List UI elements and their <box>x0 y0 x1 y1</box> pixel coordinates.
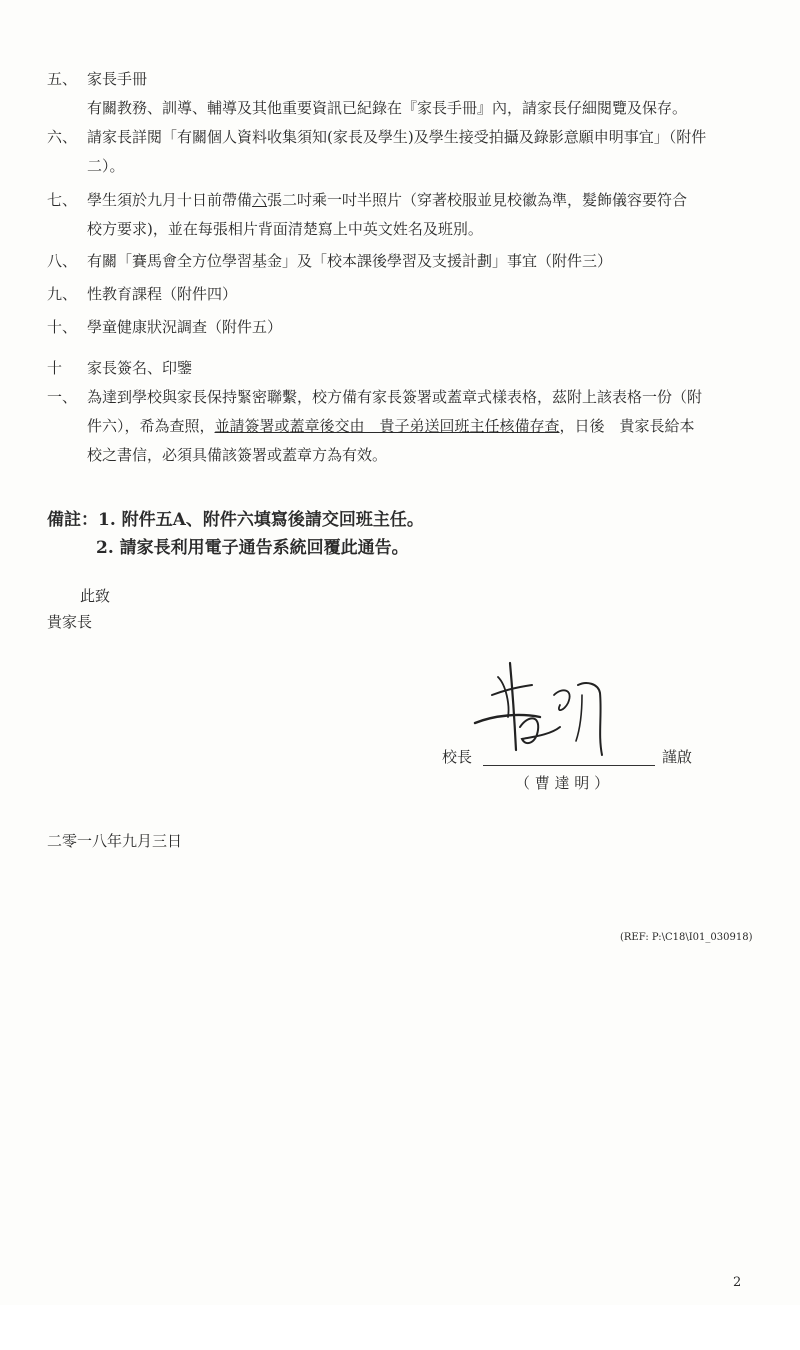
section-body-line: 學生須於九月十日前帶備六張二吋乘一吋半照片（穿著校服並見校徽為準，髮飾儀容要符合 <box>87 191 688 209</box>
principal-name: （ 曹 達 明 ） <box>515 774 610 792</box>
underlined-text: 六 <box>252 191 268 209</box>
section-body: 有關教務、訓導、輔導及其他重要資訊已紀錄在『家長手冊』內，請家長仔細閱覽及保存。 <box>87 99 688 117</box>
reference-code: (REF: P:\C18\I01_030918) <box>620 932 753 943</box>
section-body-line: 件六），希為查照，並請簽署或蓋章後交由 貴子弟送回班主任核備存查，日後 貴家長給本 <box>87 417 695 435</box>
section-body-line: 有關「賽馬會全方位學習基金」及「校本課後學習及支援計劃」事宜（附件三） <box>87 252 613 270</box>
section-title: 家長手冊 <box>87 70 148 88</box>
section-number: 六、 <box>47 128 78 146</box>
principal-signature <box>470 655 620 765</box>
underlined-text: 並請簽署或蓋章後交由 貴子弟送回班主任核備存查 <box>214 417 560 435</box>
section-title: 家長簽名、印鑒 <box>87 359 193 377</box>
section-number: 十、 <box>47 318 78 336</box>
document-date: 二零一八年九月三日 <box>47 832 183 850</box>
section-number: 七、 <box>47 191 78 209</box>
section-number: 十一、 <box>47 359 78 406</box>
section-body-line: 校方要求)，並在每張相片背面清楚寫上中英文姓名及班別。 <box>87 220 483 238</box>
section-body-line: 請家長詳閱「有關個人資料收集須知(家長及學生)及學生接受拍攝及錄影意願申明事宜」（附件 <box>87 128 707 146</box>
page-number: 2 <box>733 1275 742 1290</box>
section-body-line: 性教育課程（附件四） <box>87 285 238 303</box>
section-number: 八、 <box>47 252 78 270</box>
section-body-line: 二）。 <box>87 157 125 175</box>
respectfully-text: 謹啟 <box>662 748 693 766</box>
signature-line <box>483 765 655 766</box>
remark-label: 備註： <box>47 510 98 530</box>
closing-recipient: 貴家長 <box>47 613 93 631</box>
closing-salutation: 此致 <box>80 587 111 605</box>
principal-title: 校長 <box>442 748 473 766</box>
remark-line-1: 備註：1. 附件五A、附件六填寫後請交回班主任。 <box>47 510 424 530</box>
remark-line-2: 2. 請家長利用電子通告系統回覆此通告。 <box>96 538 409 558</box>
section-body-line: 學童健康狀況調查（附件五） <box>87 318 283 336</box>
section-number: 五、 <box>47 70 78 88</box>
section-number: 九、 <box>47 285 78 303</box>
section-body-line: 校之書信，必須具備該簽署或蓋章方為有效。 <box>87 446 388 464</box>
section-body-line: 為達到學校與家長保持緊密聯繫，校方備有家長簽署或蓋章式樣表格，茲附上該表格一份（附 <box>87 388 703 406</box>
